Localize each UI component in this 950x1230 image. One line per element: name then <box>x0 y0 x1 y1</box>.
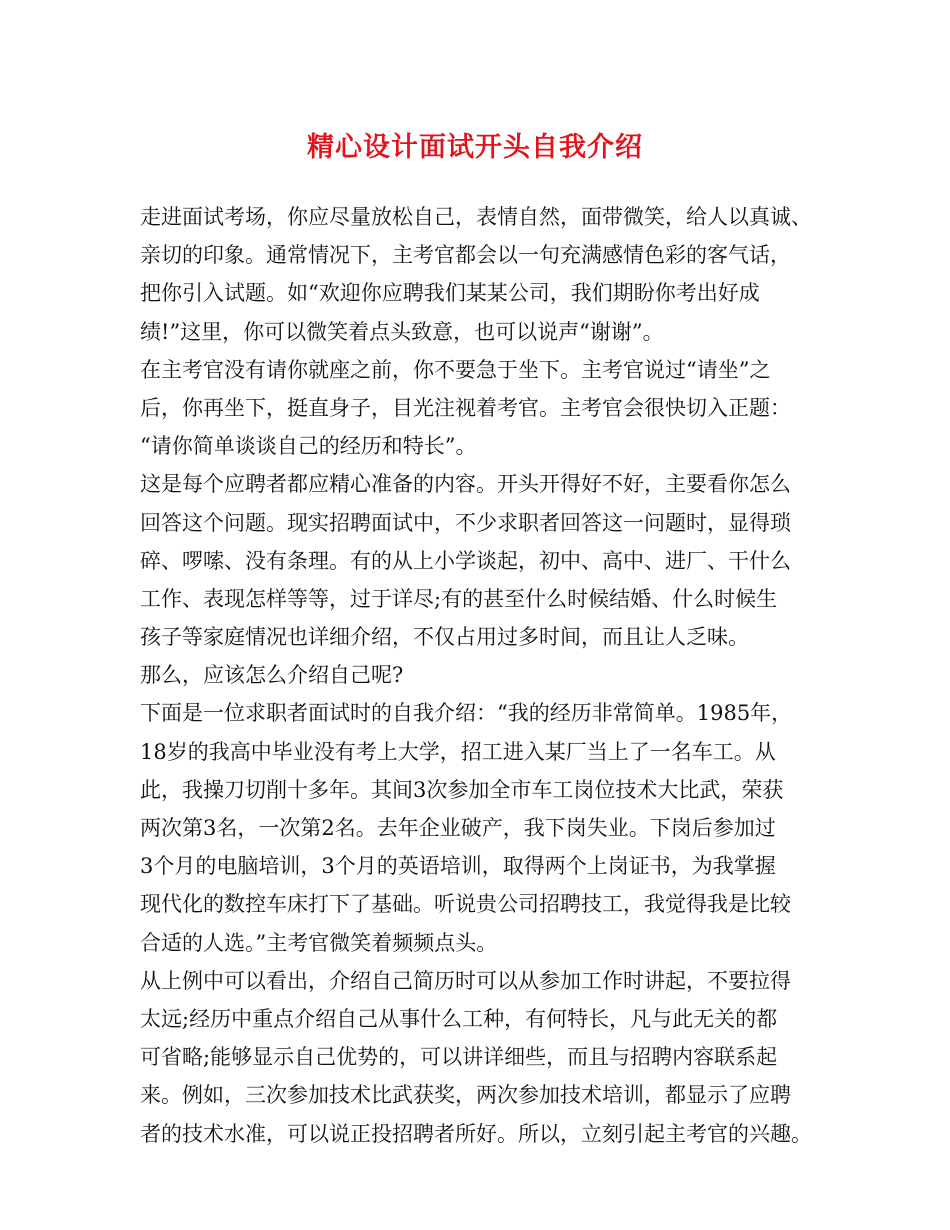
text-line-24: 来。例如，三次参加技术比武获奖，两次参加技术培训，都显示了应聘 <box>140 1083 791 1108</box>
text-line-14: 下面是一位求职者面试时的自我介绍：“我的经历非常简单。1985年， <box>140 701 793 726</box>
text-line-2: 亲切的印象。通常情况下，主考官都会以一句充满感情色彩的客气话， <box>140 243 791 268</box>
text-line-16: 此，我操刀切削十多年。其间3次参加全市车工岗位技术大比武，荣获 <box>140 777 784 802</box>
text-line-1: 走进面试考场，你应尽量放松自己，表情自然，面带微笑，给人以真诚、 <box>140 205 812 229</box>
text-line-13: 那么，应该怎么介绍自己呢? <box>140 663 404 688</box>
text-line-9: 回答这个问题。现实招聘面试中，不少求职者回答这一问题时，显得琐 <box>140 510 791 535</box>
text-line-19: 现代化的数控车床打下了基础。听说贵公司招聘技工，我觉得我是比较 <box>140 892 791 917</box>
text-line-22: 太远;经历中重点介绍自己从事什么工种，有何特长，凡与此无关的都 <box>140 1006 778 1031</box>
document-title: 精心设计面试开头自我介绍 <box>307 132 643 163</box>
text-line-20: 合适的人选。”主考官微笑着频频点头。 <box>140 930 498 955</box>
text-line-15: 18岁的我高中毕业没有考上大学，招工进入某厂当上了一名车工。从 <box>140 739 776 764</box>
text-line-8: 这是每个应聘者都应精心准备的内容。开头开得好不好，主要看你怎么 <box>140 472 791 497</box>
text-line-6: 后，你再坐下，挺直身子，目光注视着考官。主考官会很快切入正题： <box>140 395 791 420</box>
text-line-17: 两次第3名，一次第2名。去年企业破产，我下岗失业。下岗后参加过 <box>140 816 776 840</box>
text-line-25: 者的技术水准，可以说正投招聘者所好。所以，立刻引起主考官的兴趣。 <box>140 1121 812 1146</box>
text-line-4: 绩!”这里，你可以微笑着点头致意，也可以说声“谢谢”。 <box>140 319 664 344</box>
text-line-23: 可省略;能够显示自己优势的，可以讲详细些，而且与招聘内容联系起 <box>140 1045 778 1070</box>
text-line-18: 3个月的电脑培训，3个月的英语培训，取得两个上岗证书，为我掌握 <box>140 854 776 879</box>
text-line-7: “请你简单谈谈自己的经历和特长”。 <box>140 434 477 459</box>
text-line-5: 在主考官没有请你就座之前，你不要急于坐下。主考官说过“请坐”之 <box>140 357 771 382</box>
text-line-3: 把你引入试题。如“欢迎你应聘我们某某公司，我们期盼你考出好成 <box>140 281 760 306</box>
document-body <box>140 198 830 1153</box>
text-line-10: 碎、啰嗦、没有条理。有的从上小学谈起，初中、高中、进厂、干什么 <box>140 548 791 573</box>
text-line-21: 从上例中可以看出，介绍自己简历时可以从参加工作时讲起，不要拉得 <box>140 968 791 993</box>
text-line-11: 工作、表现怎样等等，过于详尽;有的甚至什么时候结婚、什么时候生 <box>140 586 778 611</box>
text-line-12: 孩子等家庭情况也详细介绍，不仅占用过多时间，而且让人乏味。 <box>140 625 749 650</box>
